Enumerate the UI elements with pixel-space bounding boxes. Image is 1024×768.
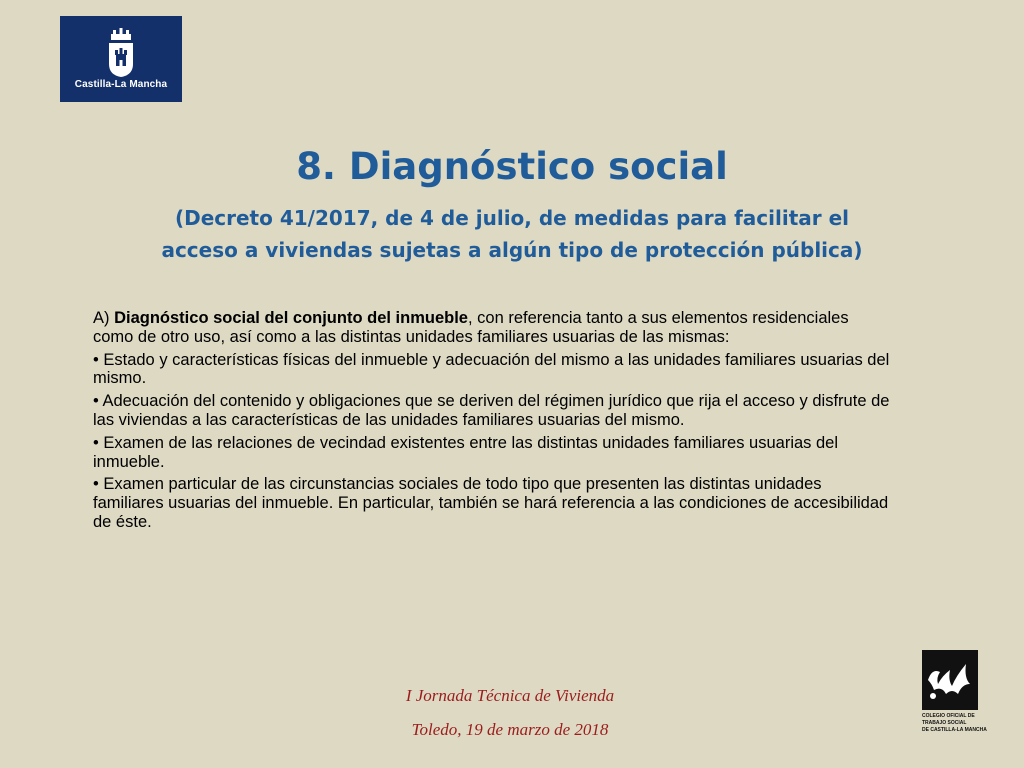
footer [300, 684, 720, 742]
colegio-trabajo-social-logo [922, 650, 987, 740]
logo-label: Castilla-La Mancha [74, 79, 168, 90]
intro-rest: , con referencia tanto a sus elementos residenciales como de otro uso, así como a las distintas unidades familiares usuarias de las mismas: [93, 309, 849, 346]
footer-event: I Jornada Técnica de Vivienda [405, 686, 615, 705]
bullet-item: • Examen de las relaciones de vecindad existentes entre las distintas unidades familiares usuarias del inmueble. [93, 433, 839, 471]
slide-title: 8. Diagnóstico social [296, 145, 728, 188]
castilla-la-mancha-logo [60, 16, 182, 102]
bullet-item: • Examen particular de las circunstancias sociales de todo tipo que presenten las distintas unidades familiares usuarias del inmueble. En particular, también se hará referencia a las condiciones de accesibilidad de éste. [93, 475, 889, 531]
bullet-item: • Estado y características físicas del inmueble y adecuación del mismo a las unidades familiares usuarias del mismo. [93, 350, 890, 388]
intro-paragraph [93, 309, 893, 347]
footer-place-date: Toledo, 19 de marzo de 2018 [411, 720, 609, 739]
corner-logo-line: TRABAJO SOCIAL [922, 720, 967, 726]
body-text [93, 309, 893, 536]
slide-subtitle: (Decreto 41/2017, de 4 de julio, de medidas para facilitar el acceso a viviendas sujetas a algún tipo de protección pública) [161, 206, 863, 262]
trabajo-social-icon [922, 650, 978, 710]
intro-bold: Diagnóstico social del conjunto del inmueble [114, 309, 468, 327]
intro-prefix: A) [93, 309, 115, 327]
bullet-item: • Adecuación del contenido y obligaciones que se deriven del régimen jurídico que rija el acceso y disfrute de las viviendas a las características de las unidades familiares usuarias del mismo. [93, 392, 890, 429]
corner-logo-line: DE CASTILLA-LA MANCHA [922, 727, 987, 733]
corner-logo-line: COLEGIO OFICIAL DE [922, 713, 975, 719]
corner-logo-text [922, 713, 987, 734]
coat-of-arms-icon [106, 28, 136, 78]
